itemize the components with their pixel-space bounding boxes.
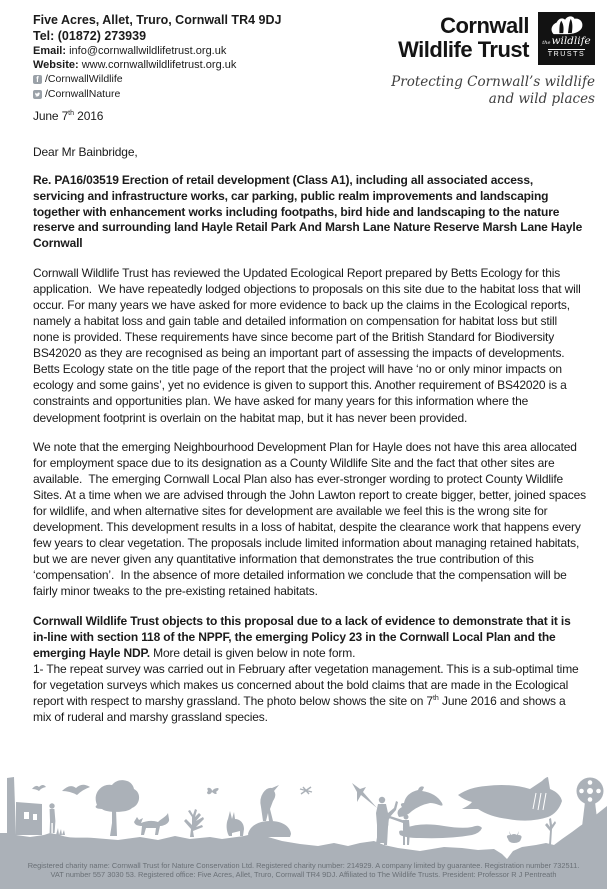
crab-silhouette — [507, 831, 522, 843]
facebook-icon: f — [33, 75, 42, 84]
tagline-line2: and wild places — [488, 91, 595, 107]
dragonfly-silhouette — [300, 787, 312, 794]
person-silhouette — [49, 803, 55, 833]
hare-silhouette — [227, 811, 244, 836]
fineprint — [0, 861, 607, 880]
fineprint-line2: VAT number 557 3030 53. Registered office: Five Acres, Allet, Truro, Cornwall TR4 9DJ. Affiliated to The Wildlife Trusts. President: Professor R J Pentreath — [50, 870, 557, 880]
twitter-icon — [33, 90, 42, 99]
badge-script-line — [542, 36, 590, 48]
grass-tuft — [56, 828, 65, 835]
badge-trusts: TRUSTS — [547, 51, 586, 58]
badge-the: the — [542, 40, 551, 46]
note-paragraph-1 — [33, 661, 586, 725]
brand-name-line2: Wildlife Trust — [398, 37, 529, 62]
brand-block — [391, 12, 595, 108]
facebook-handle: /CornwallWildlife — [45, 73, 123, 85]
date-year: 2016 — [73, 109, 104, 123]
facebook-handle-row — [33, 73, 281, 87]
mine-engine-house-silhouette — [7, 777, 42, 835]
note-superscript: th — [432, 695, 439, 703]
email-value: info@cornwallwildlifetrust.org.uk — [69, 45, 227, 57]
brand-name-line1: Cornwall — [440, 13, 529, 38]
buzzard-silhouette — [62, 785, 90, 795]
dolphin-silhouette — [398, 786, 443, 817]
note-text: 1- The repeat survey was carried out in February after vegetation management. This is a sub-optimal time for vegetation surveys which makes us concerned about the bold claims that are made in the Ecological report with respect to marshy grassland. The photo below shows the site on 7 — [33, 661, 582, 709]
badger-icon — [547, 15, 587, 36]
address-line: Five Acres, Allet, Truro, Cornwall TR4 9DJ — [33, 13, 282, 27]
tagline-line1: Protecting Cornwall’s wildlife — [391, 74, 595, 90]
twitter-handle: /CornwallNature — [45, 87, 121, 100]
telephone-line: Tel: (01872) 273939 — [33, 29, 147, 43]
letter-body — [33, 108, 590, 725]
gannet-silhouette — [352, 783, 377, 808]
website-value: www.cornwallwildlifetrust.org.uk — [81, 59, 237, 71]
body-paragraph-1: Cornwall Wildlife Trust has reviewed the Updated Ecological Report prepared by Betts Ecology for this application. We have repeatedly lodged objections to proposals on this site due to the habitat loss that will occur. For many years we have asked for more evidence to back up the claims in the Ecological reports, namely a habitat loss and gain table and detailed information on compensation for habitat loss but still none is provided. These requirements have since become part of the British Standard for Biodiversity BS42020 as they are recognised as being an important part of assessing the impacts of developments. Betts Ecology state on the title page of the report that the project will have ‘no or only minor impacts on ecology and some gains’, yet no evidence is given to support this. Another requirement of BS42020 is a constraints and opportunities plan. We have asked for many years for this information where the development footprint is overlain on the habitat map, but it has never been provided. — [33, 265, 584, 425]
shrub-silhouette — [184, 809, 204, 837]
footer — [0, 775, 607, 889]
subject-heading: Re. PA16/03519 Erection of retail development (Class A1), including all associated access, servicing and infrastructure works, car parking, public realm improvements and landscaping together with enhancement works including footpaths, bird hide and landscaping to the nature reserve and surrounding land Hayle Retail Park And Marsh Lane Nature Reserve Marsh Lane Hayle Cornwall — [33, 173, 586, 250]
date-superscript: th — [68, 110, 74, 117]
objection-paragraph — [33, 613, 586, 661]
moth-silhouette — [207, 788, 219, 794]
contact-block — [33, 12, 281, 108]
email-label: Email: — [33, 45, 67, 57]
objection-bold-text: Cornwall Wildlife Trust objects to this proposal due to a lack of evidence to demonstrate that it is in-line with section 118 of the NPPF, the emerging Policy 23 in the Cornwall Local Plan and the emerging Hayle NDP. — [33, 613, 574, 660]
tree-silhouette — [96, 780, 139, 836]
website-line — [33, 58, 281, 72]
plant-silhouette — [545, 818, 556, 845]
email-line — [33, 44, 281, 58]
date-text: June 7 — [33, 109, 69, 123]
bird-on-rock-silhouette — [248, 785, 291, 837]
twitter-handle-row — [33, 88, 281, 102]
brand-name — [398, 14, 529, 62]
letterhead — [33, 12, 595, 108]
shark-silhouette — [458, 777, 562, 821]
fox-silhouette — [134, 813, 169, 835]
wildlife-trusts-badge — [538, 12, 595, 65]
badge-wildlife: wildlife — [551, 35, 591, 47]
seal-silhouette — [399, 824, 482, 838]
objection-regular-text: More detail is given below in note form. — [149, 645, 356, 660]
salutation: Dear Mr Bainbridge, — [33, 145, 138, 160]
note-text-after: June 2016 and shows a mix of ruderal and marshy grassland species. — [33, 694, 569, 725]
swallow-silhouette — [32, 785, 46, 791]
fineprint-line1: Registered charity name: Cornwall Trust for Nature Conservation Ltd. Registered charity number: 214929. A company limited by guarantee. Registration number 732511. — [27, 860, 580, 870]
date-line — [33, 108, 586, 124]
website-label: Website: — [33, 59, 79, 71]
body-paragraph-2: We note that the emerging Neighbourhood Development Plan for Hayle does not have this area allocated for employment space due to its designation as a County Wildlife Site and the fact that other sites are available. The emerging Cornwall Local Plan also has ever-stronger wording to protect County Wildlife Sites. At a time when we are advised through the John Lawton report to create bigger, better, joined spaces for wildlife, and when alternative sites for development are available we feel this is the wrong site for development. This development results in a loss of habitat, despite the clearance work that happens every few years to clear vegetation. The proposals include limited information about managing retained habitats, but we are never given any quantitative information that demonstrates the true contribution of this ‘compensation’. In the absence of more detailed information we conclude that the compensation will be fairly minor tweaks to the pre-existing retained habitats. — [33, 439, 590, 599]
brand-tagline — [391, 74, 595, 108]
